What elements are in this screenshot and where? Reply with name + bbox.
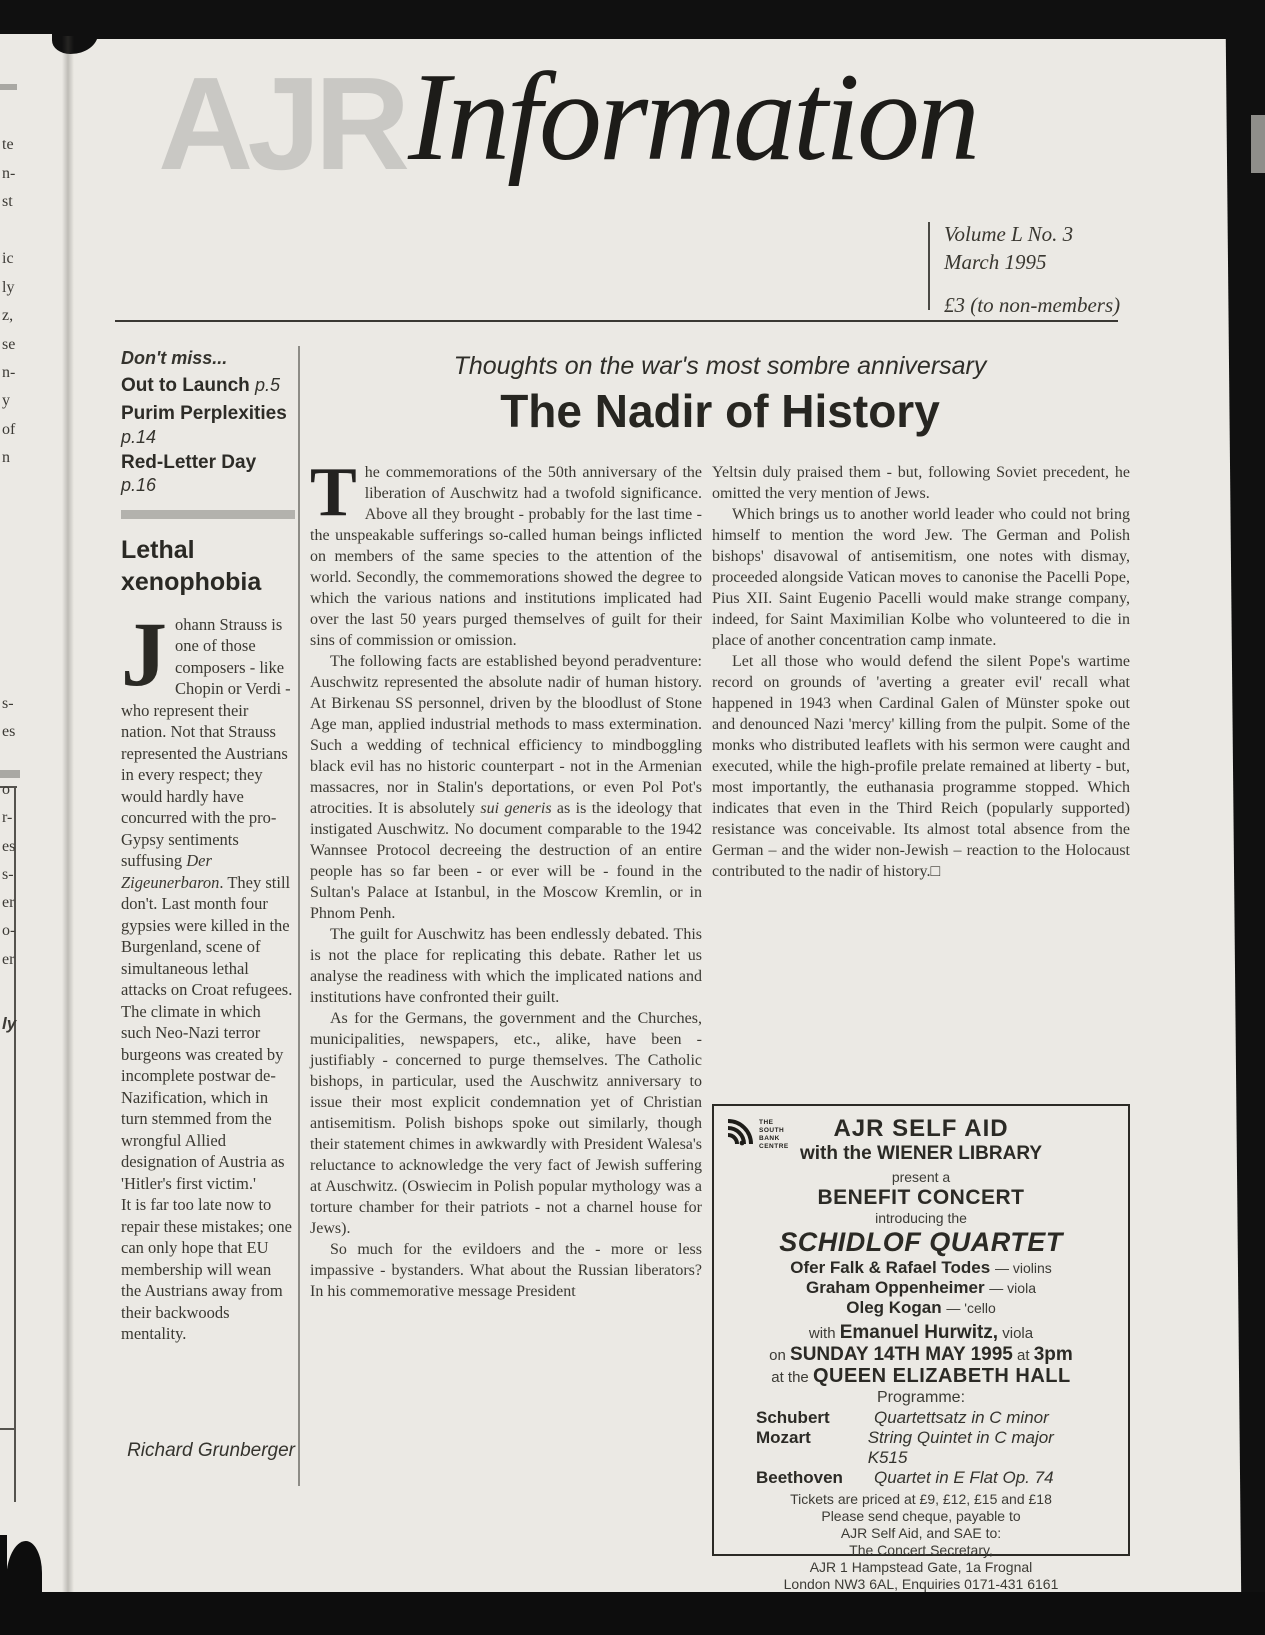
performer-instrument: — violins — [994, 1260, 1052, 1276]
teaser-item-page: p.14 — [121, 426, 157, 447]
teaser-item-title: Out to Launch — [121, 375, 256, 397]
section-divider-bar — [121, 510, 295, 519]
drop-cap: J — [121, 602, 167, 705]
composer: Schubert — [756, 1408, 830, 1427]
teaser-item-page: p.5 — [255, 375, 281, 396]
italic-title: Der Zigeunerbaron — [121, 851, 220, 892]
work-title: Quartet in E Flat Op. 74 — [874, 1468, 1054, 1487]
performer-names: Oleg Kogan — [846, 1298, 947, 1317]
byline: Richard Grunberger — [127, 1440, 295, 1461]
composer: Mozart — [756, 1428, 811, 1447]
issue-info-rule — [928, 222, 930, 310]
cheque-line: AJR Self Aid, and SAE to: — [840, 1525, 1002, 1541]
column-divider — [298, 346, 300, 1486]
teaser-item-page: p.16 — [121, 475, 157, 496]
facing-page-box-edge — [0, 1428, 16, 1430]
paragraph-text: ohann Strauss is one of those composers - like Chopin or Verdi - who represent their nation. Not that Strauss represented the Austrians in every respect; they would hardly have concurred with the pro-Gypsy sentiments suffusing — [121, 614, 291, 871]
edge-fragment: o — [2, 781, 10, 798]
edge-fragment: er — [2, 951, 15, 968]
performer-line — [714, 1298, 1128, 1318]
paragraph-text: as is the ideology that instigated Auschwitz. No document comparable to the 1942 Wannsee Protocol decreeing the destruction of an entire people has so far been - or ever will be - found in the Sultan's Palace at Istanbul, in the Moscow Kremlin, or in Phnom Penh. — [310, 800, 702, 922]
advert-box — [712, 1104, 1130, 1592]
logo-line: BANK — [759, 1135, 780, 1143]
performer-instrument: — 'cello — [946, 1300, 996, 1316]
guest-name: Emanuel Hurwitz, — [839, 1322, 999, 1343]
paragraph-text: he commemorations of the 50th anniversary of the liberation of Auschwitz had a twofold significance. Above all they brought - probably for the last time - the unspeakable sufferings so-called human beings inflicted on members of the same species to the attention of the world. Secondly, the commemorations showed the degree to which the various nations and institutions implicated had over the last 50 years purged themselves of guilt for their sins of commission or omission. — [310, 464, 702, 649]
logo-line: CENTRE — [759, 1143, 789, 1151]
paragraph — [121, 602, 295, 1001]
south-bank-centre-logo — [726, 1116, 816, 1152]
sidebar-article-title: Lethal xenophobia — [121, 536, 262, 596]
date-mid: at — [1012, 1347, 1034, 1364]
paragraph: As for the Germans, the government and the Churches, municipalities, newspapers, etc., alike, have been - justifiably - concerned to purge themselves. The Catholic bishops, in particular, used the Auschwitz anniversary to issue their most explicit condemnation yet of Christian antisemitism. Polish bishops spoke out similarly, though their statement chimes in awkwardly with President Walesa's reluctance to acknowledge the very fact of Jewish suffering at Auschwitz. (Oswiecim in Polish popular mythology was a torture chamber for their patriots - not a charnel house for Jews). — [310, 1010, 702, 1237]
paragraph-text: . They still don't. Last month four gypsies were killed in the Burgenland, scene of simultaneous lethal attacks on Croat refugees. — [121, 872, 293, 1000]
date-line — [714, 1344, 1128, 1366]
advert-quartet-name: SCHIDLOF QUARTET — [779, 1227, 1063, 1257]
guest-line — [714, 1322, 1128, 1344]
edge-fragment: o- — [2, 922, 16, 939]
advert-benefit: BENEFIT CONCERT — [817, 1186, 1025, 1209]
contents-teaser-heading: Don't miss... — [121, 348, 228, 368]
masthead-rule — [115, 320, 1118, 322]
article-headline: The Nadir of History — [500, 385, 940, 437]
edge-fragment: st — [2, 193, 13, 210]
performer-line — [714, 1278, 1128, 1298]
paragraph-text: The following facts are established beyond peradventure: Auschwitz represented the absolute nadir of human history. At Birkenau SS personnel, driven by the bloodlust of Stone Age man, applied industrial methods to mass extermination. Such a wedding of technical efficiency to mindboggling black evil has no historic counterpart - not in the Armenian massacres, nor in Stalin's deportations, or even Pol Pot's atrocities. It is absolutely — [310, 653, 702, 817]
edge-fragment: n- — [2, 364, 16, 381]
teaser-item — [121, 402, 295, 448]
paragraph-text: Let all those who would defend the silent Pope's wartime record on grounds of 'averting a greater evil' recall what happened in 1943 when Cardinal Galen of Münster spoke out and denounced Nazi 'mercy' killing from the pulpit. Some of the monks who distributed leaflets with his sermon were caught and executed, while the high-profile prelate remained at liberty - but, most importantly, the euthanasia programme stopped. Which indicates that even in the Third Reich (popularly supported) resistance was conceivable. Its almost total absence from the German – and the wider non-Jewish – reaction to the Holocaust contributed to the nadir of history. — [712, 653, 1130, 880]
article-kicker: Thoughts on the war's most sombre anniversary — [453, 352, 987, 380]
work-title: Quartettsatz in C minor — [874, 1408, 1049, 1427]
sidebar-article-body — [121, 602, 295, 1345]
programme-row — [756, 1408, 1086, 1428]
issue-date: March 1995 — [944, 250, 1047, 275]
scan-top-blob — [52, 20, 98, 54]
guest-instrument: viola — [998, 1325, 1034, 1342]
edge-fragment: ly — [2, 279, 15, 296]
article-column-2 — [712, 462, 1130, 882]
logo-line: SOUTH — [759, 1127, 785, 1135]
paragraph — [712, 651, 1130, 882]
concert-time: 3pm — [1033, 1344, 1073, 1365]
venue-line — [714, 1366, 1128, 1388]
advert-title: AJR SELF AID — [833, 1115, 1009, 1142]
scan-right-bar — [1220, 0, 1265, 1635]
edge-fragment: es — [2, 723, 16, 740]
edge-fragment: r- — [2, 809, 13, 826]
scan-right-gray-patch — [1251, 115, 1265, 173]
date-pre: on — [769, 1347, 791, 1364]
edge-fragment: s- — [2, 695, 14, 712]
scan-gray-mark — [0, 770, 20, 778]
paragraph: Which brings us to another world leader who could not bring himself to mention the word Jew. The German and Polish bishops' disavowal of antisemitism, one notes with dismay, proceeded alongside Vatican moves to canonise the Pacelli Pope, Pius XII. Saint Eugenio Pacelli would make strange company, indeed, for Saint Maximilian Kolbe who volunteered to die in place of another concentration camp inmate. — [712, 506, 1130, 649]
sidebar — [121, 346, 295, 1345]
cheque-line: The Concert Secretary, — [849, 1542, 993, 1558]
advert-introducing: introducing the — [875, 1210, 967, 1226]
paragraph: The climate in which such Neo-Nazi terror burgeons was created by incomplete postwar de-Nazification, which in turn stemmed from the wrongful Allied designation of Austria as 'Hitler's first victim.' — [121, 1001, 285, 1193]
edge-fragment: s- — [2, 866, 14, 883]
edge-fragment: ly — [2, 1014, 17, 1033]
issue-info — [944, 220, 1120, 319]
composer: Beethoven — [756, 1468, 843, 1487]
paragraph: It is far too late now to repair these mistakes; one can only hope that EU membership will wean the Austrians away from their backwoods mentality. — [121, 1195, 292, 1344]
edge-fragment: er — [2, 894, 15, 911]
address-line: AJR 1 Hampstead Gate, 1a Frognal — [809, 1559, 1033, 1575]
scan-top-bar-right — [95, 0, 1265, 39]
scan-gray-mark — [0, 84, 17, 90]
edge-fragment: n- — [2, 165, 16, 182]
page-fold-shadow — [62, 36, 74, 1592]
paragraph — [310, 651, 702, 924]
teaser-item — [121, 451, 295, 497]
paragraph: The guilt for Auschwitz has been endlessly debated. This is not the place for replicating this debate. Rather let us analyse the readiness with which the implicated nations and institutions have confronted their guilt. — [310, 926, 702, 1006]
end-mark: □ — [930, 863, 941, 880]
performer-names: Graham Oppenheimer — [806, 1278, 990, 1297]
edge-fragment: ic — [2, 250, 14, 267]
masthead-title: Information — [408, 48, 978, 187]
logo-line: THE — [759, 1119, 774, 1126]
edge-fragment: n — [2, 449, 10, 466]
issue-volume: Volume L No. 3 — [944, 222, 1074, 246]
performer-names: Ofer Falk & Rafael Todes — [790, 1258, 995, 1277]
work-title: String Quintet in C major K515 — [867, 1428, 1054, 1467]
tickets-line: Tickets are priced at £9, £12, £15 and £18 — [790, 1491, 1052, 1507]
programme-label: Programme: — [876, 1389, 966, 1406]
article-column-1 — [310, 454, 702, 1302]
programme-row — [756, 1468, 1086, 1488]
edge-fragment: of — [2, 421, 16, 438]
paragraph: So much for the evildoers and the - more or less impassive - bystanders. What about the Russian liberators? In his commemorative message President — [310, 1241, 702, 1300]
concert-date: SUNDAY 14TH MAY 1995 — [790, 1344, 1013, 1365]
advert-subtitle: with the WIENER LIBRARY — [799, 1143, 1043, 1164]
paragraph: Yeltsin duly praised them - but, following Soviet precedent, he omitted the very mention of Jews. — [712, 464, 1130, 502]
teaser-item-title: Purim Perplexities — [121, 402, 287, 424]
performer-line — [714, 1258, 1128, 1278]
edge-fragment: z, — [2, 307, 14, 324]
paragraph — [310, 454, 702, 651]
advert-present: present a — [891, 1169, 951, 1185]
scan-bottom-left-blob — [6, 1541, 42, 1599]
latin-phrase: sui generis — [480, 800, 552, 817]
drop-cap: T — [310, 454, 357, 531]
programme-row — [756, 1428, 1086, 1468]
edge-fragment: es — [2, 838, 16, 855]
south-bank-centre-fan-icon — [726, 1116, 756, 1146]
edge-fragment: te — [2, 136, 14, 153]
teaser-item — [121, 374, 295, 399]
scan-left-edge — [0, 1535, 7, 1635]
guest-pre: with — [808, 1325, 840, 1342]
address-line: London NW3 6AL, Enquiries 0171-431 6161 — [783, 1576, 1059, 1592]
edge-fragment: se — [2, 336, 16, 353]
venue-pre: at the — [771, 1369, 813, 1386]
teaser-item-title: Red-Letter Day — [121, 451, 257, 473]
cheque-line: Please send cheque, payable to — [821, 1508, 1021, 1524]
programme-table — [756, 1408, 1086, 1488]
issue-price: £3 (to non-members) — [944, 292, 1121, 317]
edge-fragment: y — [2, 392, 10, 409]
venue-name: QUEEN ELIZABETH HALL — [812, 1365, 1071, 1387]
masthead-logo: AJR — [158, 50, 405, 197]
performer-instrument: — viola — [989, 1280, 1036, 1296]
scan-bottom-bar — [0, 1592, 1265, 1635]
